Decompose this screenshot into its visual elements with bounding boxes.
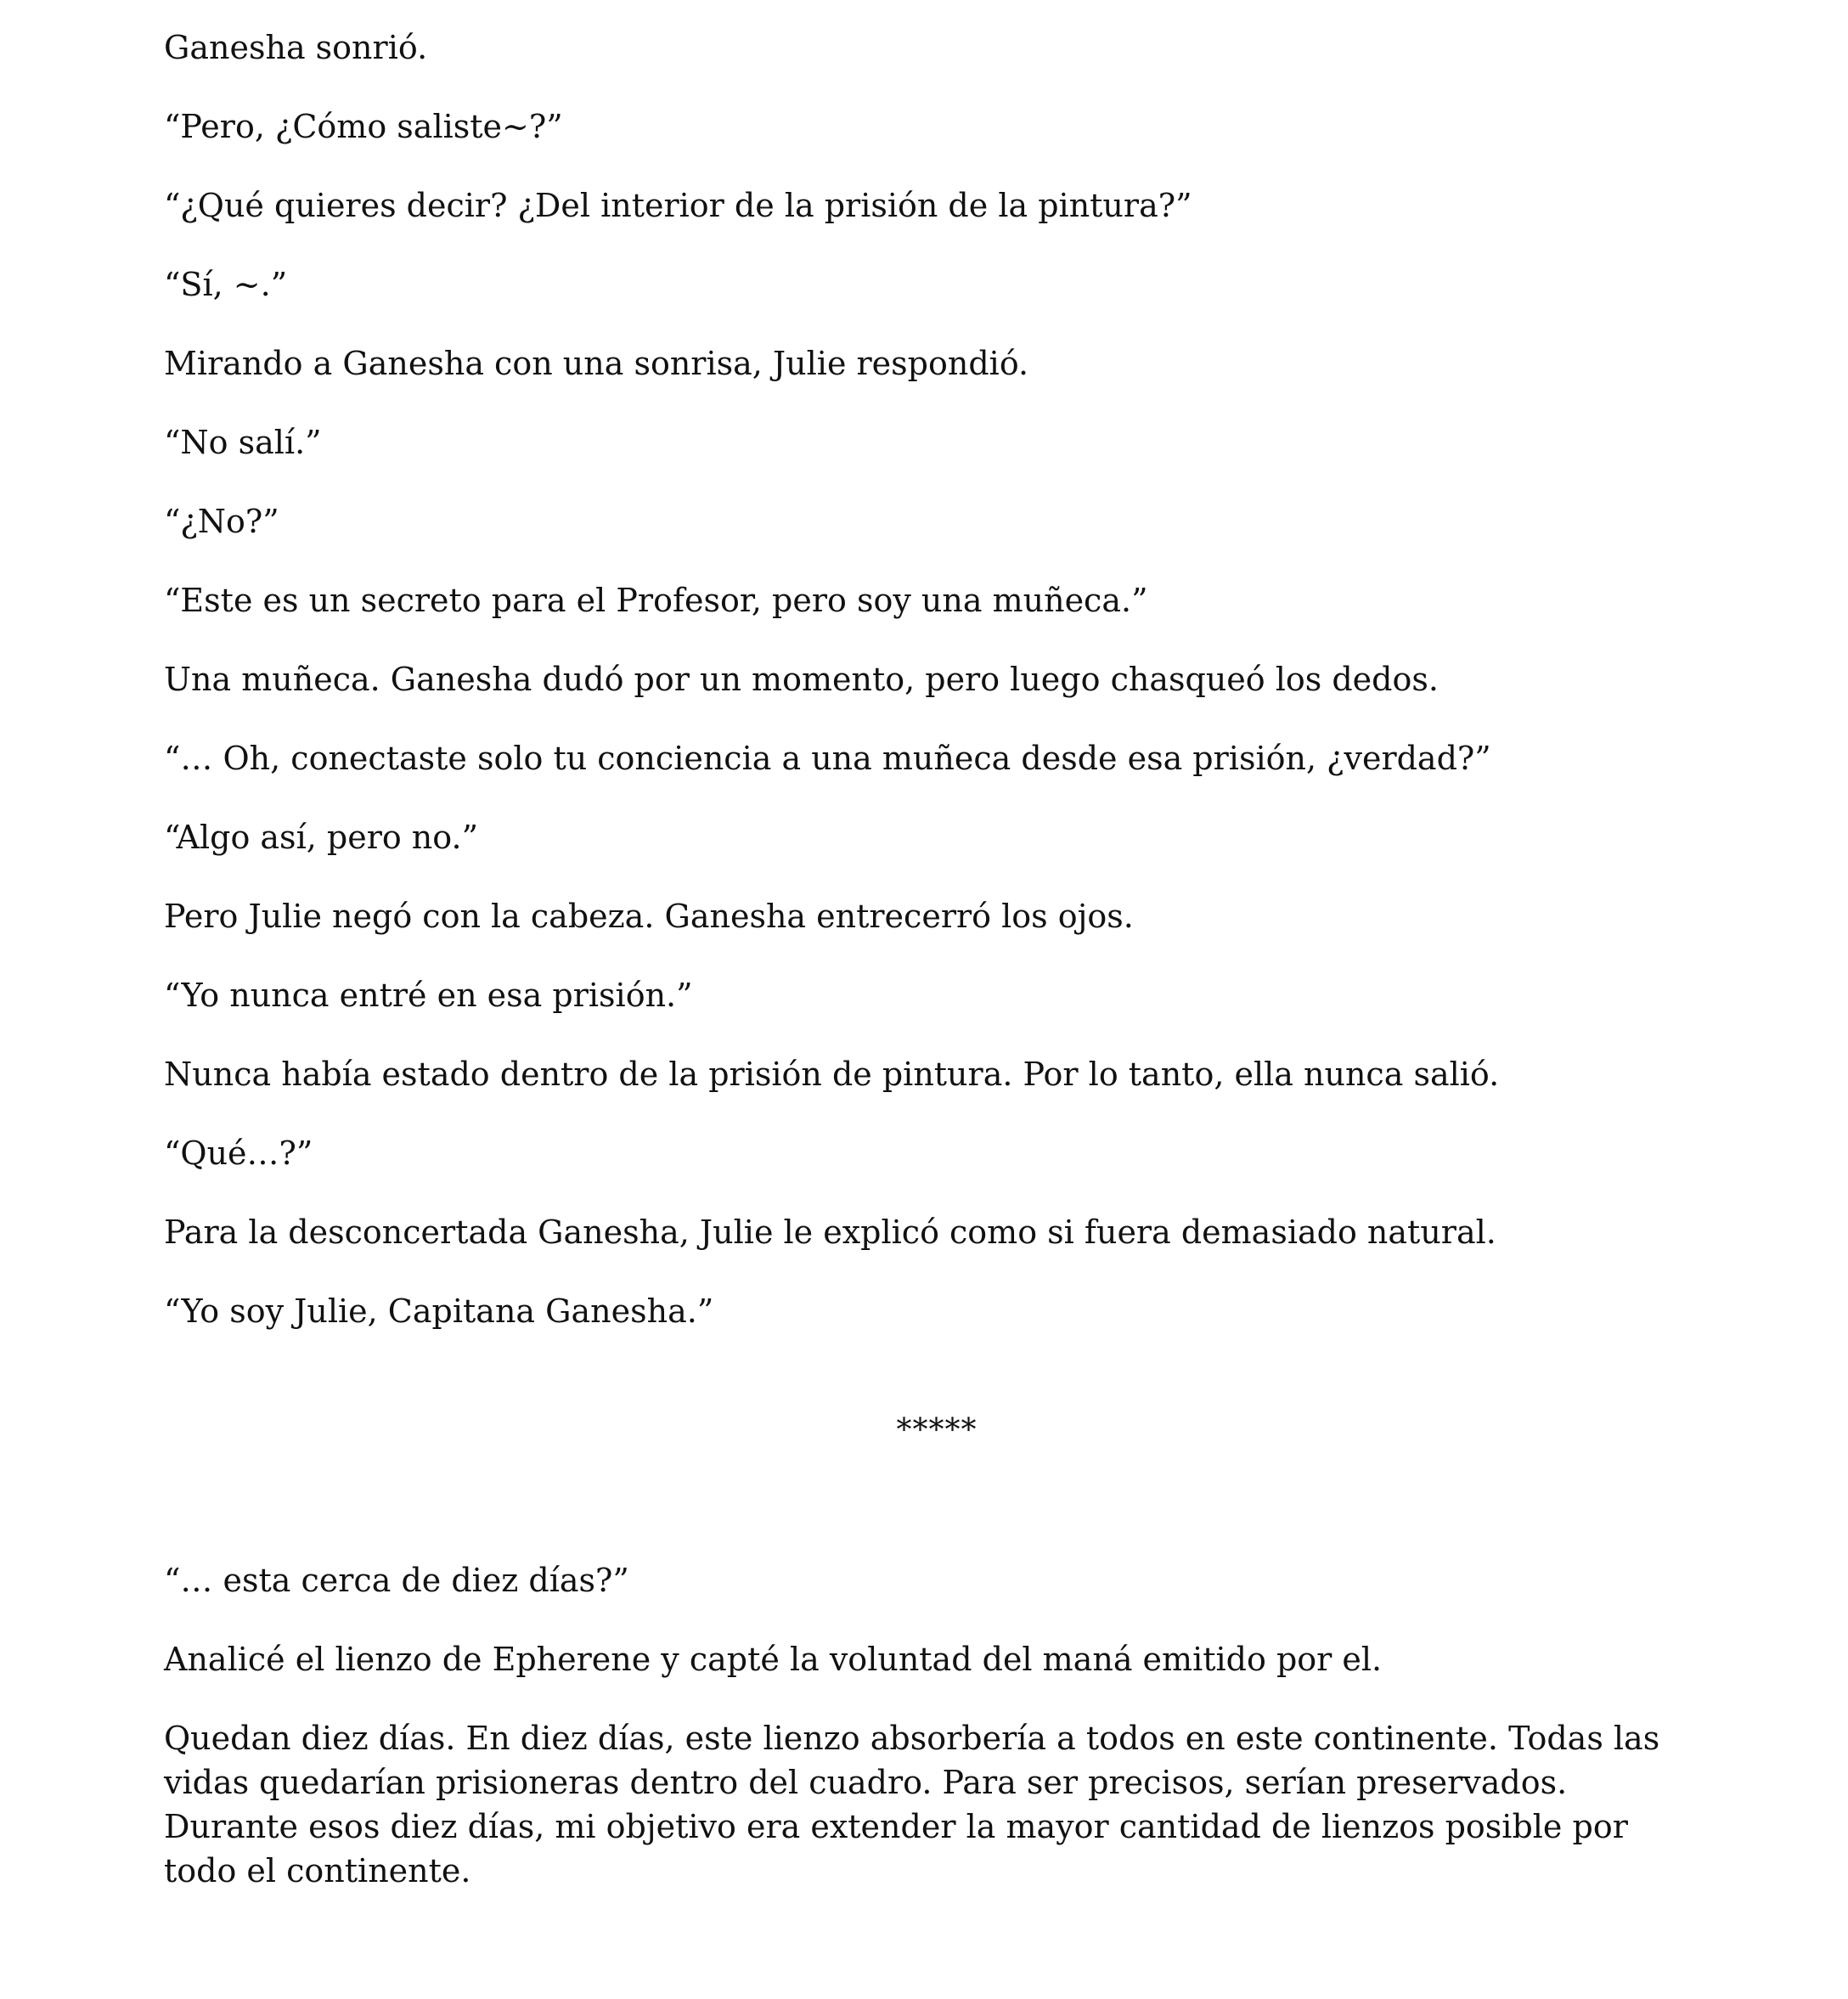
paragraph: “Qué…?” xyxy=(164,1135,313,1172)
paragraph: “Pero, ¿Cómo saliste~?” xyxy=(164,108,563,145)
paragraph: “Este es un secreto para el Profesor, pero soy una muñeca.” xyxy=(164,582,1148,619)
paragraph: Para la desconcertada Ganesha, Julie le explicó como si fuera demasiado natural. xyxy=(164,1213,1496,1251)
scene-break-separator: ***** xyxy=(896,1413,978,1448)
paragraph: “Algo así, pero no.” xyxy=(164,819,478,856)
document-body xyxy=(164,25,1710,1893)
paragraph: Quedan diez días. En diez días, este lienzo absorbería a todos en este continente. Todas las vidas quedarían prisioneras dentro del cuadro. Para ser precisos, serían preservados. Durante esos diez días, mi objetivo era extender la mayor cantidad de lienzos posible por todo el continente. xyxy=(164,1720,1660,1889)
paragraph: “Sí, ~.” xyxy=(164,266,288,303)
paragraph: “Yo nunca entré en esa prisión.” xyxy=(164,977,693,1014)
paragraph: Ganesha sonrió. xyxy=(164,29,428,66)
paragraph: “… Oh, conectaste solo tu conciencia a una muñeca desde esa prisión, ¿verdad?” xyxy=(164,740,1491,777)
paragraph: “No salí.” xyxy=(164,424,322,461)
paragraph: Pero Julie negó con la cabeza. Ganesha entrecerró los ojos. xyxy=(164,898,1134,935)
paragraph: “¿Qué quieres decir? ¿Del interior de la prisión de la pintura?” xyxy=(164,187,1192,224)
paragraph: “Yo soy Julie, Capitana Ganesha.” xyxy=(164,1292,714,1330)
paragraph: “¿No?” xyxy=(164,503,279,540)
paragraph: “… esta cerca de diez días?” xyxy=(164,1562,629,1599)
paragraph: Analicé el lienzo de Epherene y capté la voluntad del maná emitido por el. xyxy=(164,1641,1383,1678)
paragraph: Mirando a Ganesha con una sonrisa, Julie respondió. xyxy=(164,345,1029,382)
paragraph: Una muñeca. Ganesha dudó por un momento, pero luego chasqueó los dedos. xyxy=(164,661,1439,698)
paragraph: Nunca había estado dentro de la prisión de pintura. Por lo tanto, ella nunca salió. xyxy=(164,1056,1500,1093)
